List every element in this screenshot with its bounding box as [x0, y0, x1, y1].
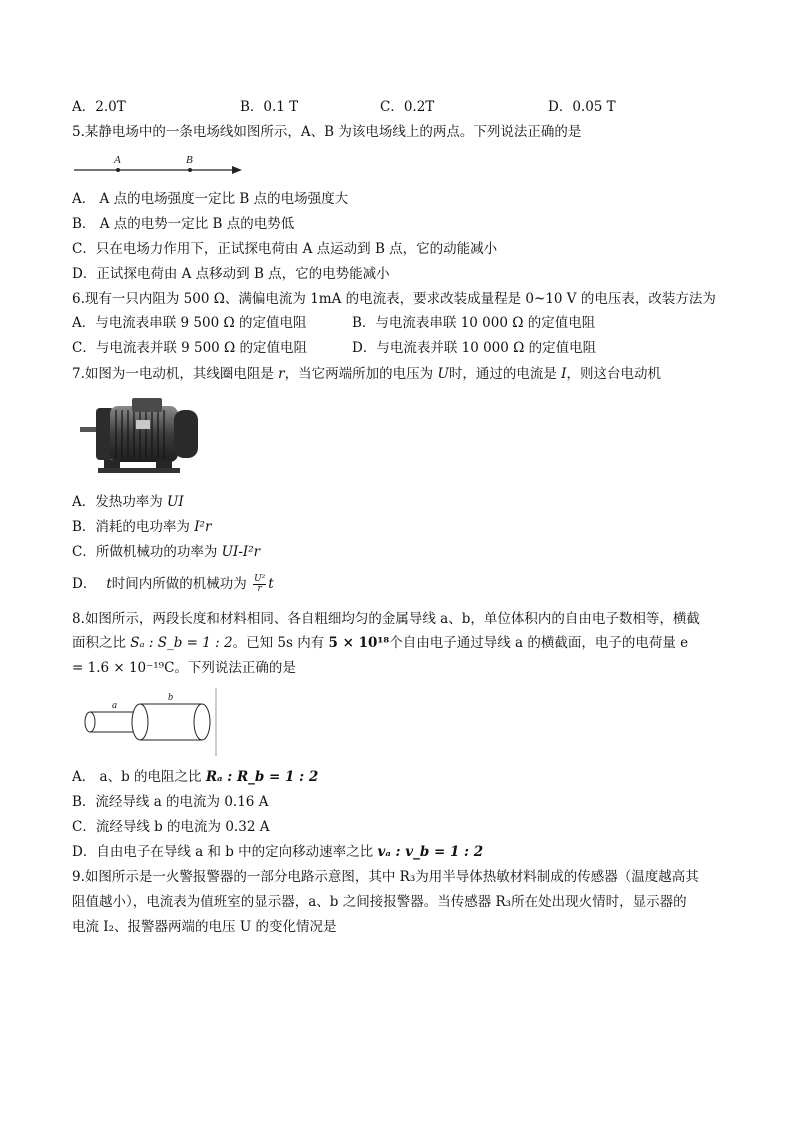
q7-option-d: D． t时间内所做的机械功为 $\frac{\text{U²}}{r}$ t: [72, 574, 274, 594]
point-b-label: B: [186, 154, 193, 166]
q4-option-a: A．2.0T: [72, 99, 126, 115]
q8-option-c: C．流经导线 b 的电流为 0.32 A: [72, 819, 270, 835]
q6-option-a: A．与电流表串联 9 500 Ω 的定值电阻: [72, 315, 307, 331]
q5-option-b: B． A 点的电势一定比 B 点的电势低: [72, 216, 295, 232]
q9-stem-line2: 阻值越小），电流表为值班室的显示器，a、b 之间接报警器。当传感器 R₃所在处出现火情时，显示器的: [72, 894, 687, 910]
point-a-label: A: [114, 154, 121, 166]
q4-option-b: B．0.1 T: [240, 99, 299, 115]
q9-stem-line3: 电流 I₂、报警器两端的电压 U 的变化情况是: [72, 919, 337, 935]
q5-option-a: A． A 点的电场强度一定比 B 点的电场强度大: [72, 191, 349, 207]
q5-option-c: C．只在电场力作用下，正试探电荷由 A 点运动到 B 点，它的动能减小: [72, 241, 498, 257]
q8-stem-line1: 8.如图所示，两段长度和材料相同、各自粗细均匀的金属导线 a、b，单位体积内的自由电子数相等，横截: [72, 611, 700, 627]
q8-stem-line3: = 1.6 × 10⁻¹⁹C。下列说法正确的是: [72, 660, 296, 676]
q8-stem-line2: 面积之比 Sₐ : S_b = 1 : 2。已知 5s 内有 5 × 10¹⁸个自由电子通过导线 a 的横截面，电子的电荷量 e: [72, 635, 689, 651]
q5-option-d: D．正试探电荷由 A 点移动到 B 点，它的电势能减小: [72, 266, 390, 282]
q4-option-d: D．0.05 T: [548, 99, 616, 115]
q7-stem: 7.如图为一电动机，其线圈电阻是 r，当它两端所加的电压为 U时，通过的电流是 I，则这台电动机: [72, 366, 661, 382]
q6-option-b: B．与电流表串联 10 000 Ω 的定值电阻: [352, 315, 596, 331]
q6-option-c: C．与电流表并联 9 500 Ω 的定值电阻: [72, 340, 308, 356]
fraction-u2-over-r: $\frac{\text{U²}}{r}$: [254, 574, 266, 594]
q6-option-d: D．与电流表并联 10 000 Ω 的定值电阻: [352, 340, 597, 356]
electric-motor-image: [74, 394, 204, 478]
q7-option-b: B．消耗的电功率为 I²r: [72, 519, 212, 535]
q7-option-c: C．所做机械功的功率为 UI-I²r: [72, 544, 261, 560]
wire-a-label: a: [112, 700, 117, 711]
q8-option-a: A． a、b 的电阻之比 Rₐ : R_b = 1 : 2: [72, 769, 319, 785]
electric-field-line-figure: [72, 152, 247, 178]
q8-option-b: B．流经导线 a 的电流为 0.16 A: [72, 794, 269, 810]
q5-stem: 5.某静电场中的一条电场线如图所示，A、B 为该电场线上的两点。下列说法正确的是: [72, 124, 582, 140]
q9-stem-line1: 9.如图所示是一火警报警器的一部分电路示意图，其中 R₃为用半导体热敏材料制成的传感器（温度越高其: [72, 869, 699, 885]
q6-stem: 6.现有一只内阻为 500 Ω、满偏电流为 1mA 的电流表，要求改装成量程是 0~10 V 的电压表，改装方法为: [72, 291, 716, 307]
wire-b-label: b: [168, 692, 173, 703]
q4-option-c: C．0.2T: [380, 99, 435, 115]
q7-option-a: A．发热功率为 UI: [72, 494, 184, 510]
wire-ab-figure: [76, 686, 226, 758]
q8-option-d: D．自由电子在导线 a 和 b 中的定向移动速率之比 vₐ : v_b = 1 : 2: [72, 844, 484, 860]
